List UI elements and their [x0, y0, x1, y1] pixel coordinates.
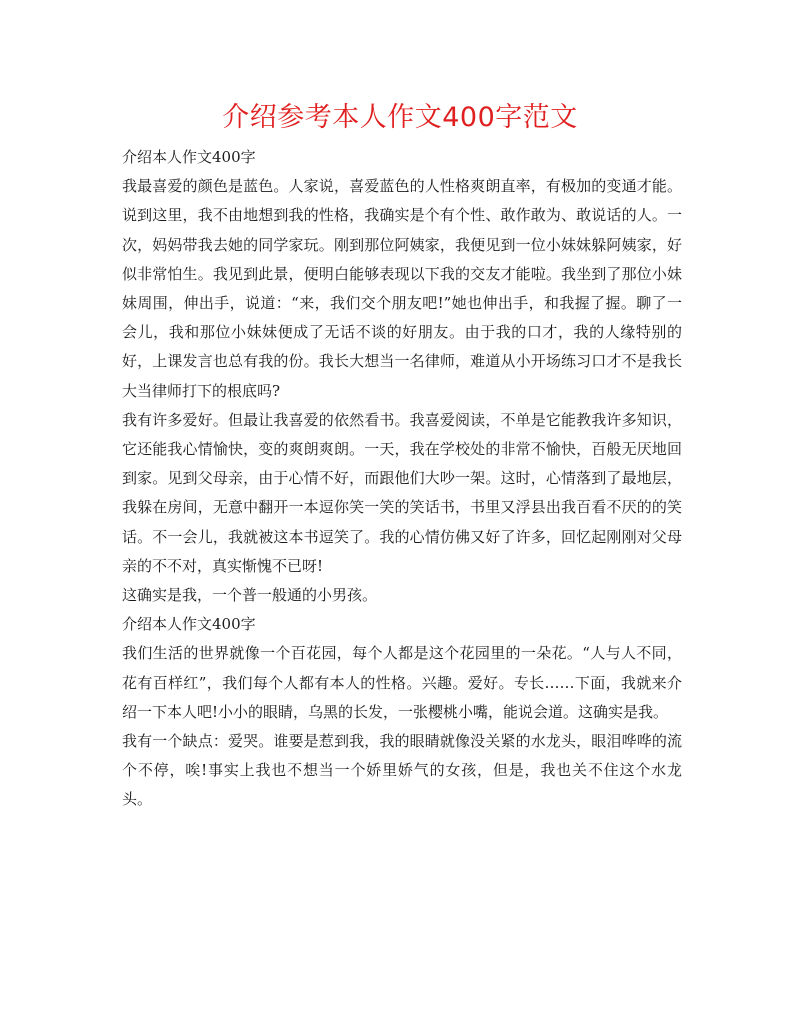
body-paragraph: 我有许多爱好。但最让我喜爱的依然看书。我喜爱阅读，不单是它能教我许多知识，它还能我心情愉快，变的爽朗爽朗。一天，我在学校处的非常不愉快，百般无厌地回到家。见到父母亲，由于心情不好，而跟他们大吵一架。这时，心情落到了最地层，我躲在房间，无意中翻开一本逗你笑一笑的笑话书，书里又浮县出我百看不厌的的笑话。不一会儿，我就被这本书逗笑了。我的心情仿佛又好了许多，回忆起刚刚对父母亲的不不对，真实惭愧不已呀! — [122, 410, 682, 575]
body-paragraph: 我们生活的世界就像一个百花园，每个人都是这个花园里的一朵花。“人与人不同，花有百样红”，我们每个人都有本人的性格。兴趣。爱好。专长……下面，我就来介绍一下本人吧!小小的眼睛，乌黑的长发，一张樱桃小嘴，能说会道。这确实是我。 — [122, 644, 682, 721]
document-title: 介绍参考本人作文400字范文 — [222, 102, 578, 133]
document-body — [122, 143, 682, 815]
body-paragraph: 我最喜爱的颜色是蓝色。人家说，喜爱蓝色的人性格爽朗直率，有极加的变通才能。说到这里，我不由地想到我的性格，我确实是个有个性、敢作敢为、敢说话的人。一次，妈妈带我去她的同学家玩。刚到那位阿姨家，我便见到一位小妹妹躲阿姨家，好似非常怕生。我见到此景，便明白能够表现以下我的交友才能啦。我坐到了那位小妹妹周围，伸出手，说道：“来，我们交个朋友吧!”她也伸出手，和我握了握。聊了一会儿，我和那位小妹妹便成了无话不谈的好朋友。由于我的口才，我的人缘特别的好，上课发言也总有我的份。我长大想当一名律师，难道从小开场练习口才不是我长大当律师打下的根底吗? — [122, 177, 682, 400]
body-paragraph: 我有一个缺点：爱哭。谁要是惹到我，我的眼睛就像没关紧的水龙头，眼泪哗哗的流个不停，唉!事实上我也不想当一个娇里娇气的女孩，但是，我也关不住这个水龙头。 — [122, 732, 682, 809]
section-heading: 介绍本人作文400字 — [122, 148, 256, 166]
section-heading: 介绍本人作文400字 — [122, 615, 256, 634]
body-paragraph: 这确实是我，一个普一般通的小男孩。 — [122, 586, 378, 605]
